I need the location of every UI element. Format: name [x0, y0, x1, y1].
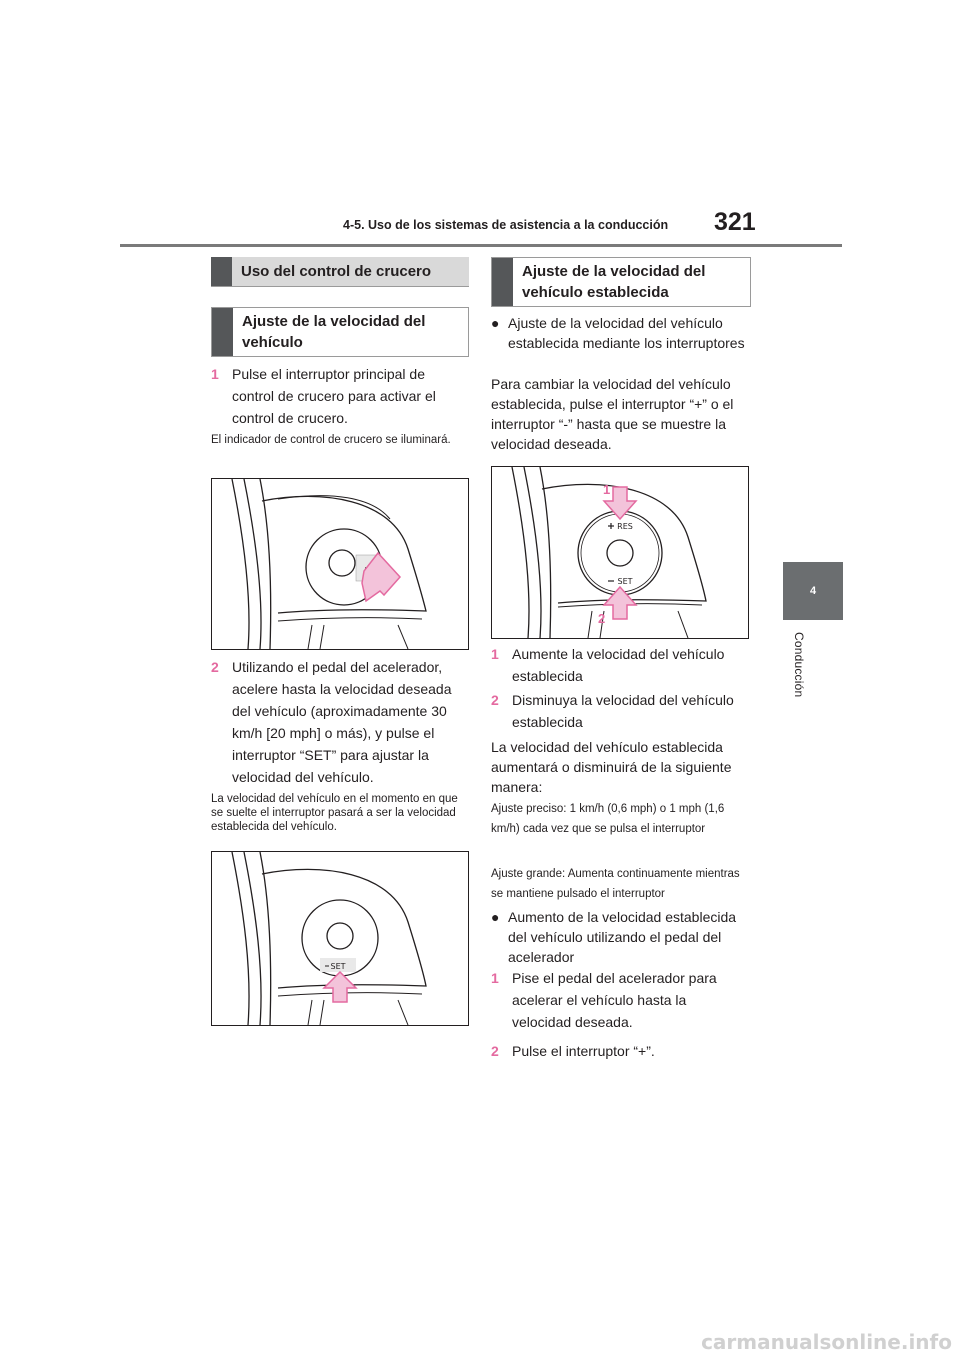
figure-main-switch	[211, 478, 469, 650]
bullet-text: Aumento de la velocidad establecida del vehículo utilizando el pedal del acelerador	[508, 909, 737, 965]
step-text: Utilizando el pedal del acelerador, acelere hasta la velocidad deseada del vehículo (aproximadamente 30 km/h [20 mph] o más), y pulse el interruptor “SET” para ajustar la velocidad del vehículo.	[232, 659, 452, 785]
step-number: 2	[211, 659, 219, 675]
heading-text: Ajuste de la velocidad del vehículo establecida	[522, 263, 706, 301]
set-label: SET	[617, 577, 633, 586]
bullet-dot: ●	[491, 315, 500, 331]
right-bullet-1	[491, 313, 749, 353]
heading-bar	[211, 257, 232, 286]
heading-text: Ajuste de la velocidad del vehículo	[242, 313, 426, 351]
steering-switch-illustration	[212, 479, 468, 649]
step-text: Pulse el interruptor principal de control de crucero para activar el control de crucero.	[232, 366, 436, 426]
figure-set-switch	[211, 851, 469, 1026]
set-label: SET	[330, 962, 346, 971]
page-number: 321	[714, 208, 756, 236]
item-text: Aumente la velocidad del vehículo establecida	[512, 646, 725, 684]
heading-speed-setting	[211, 307, 469, 357]
note-large-adjust: Ajuste grande: Aumenta continuamente mientras se mantiene pulsado el interruptor	[491, 868, 740, 900]
right-step-1	[491, 967, 749, 1033]
right-paragraph-2: La velocidad del vehículo establecida aumentará o disminuirá de la siguiente manera:	[491, 739, 732, 795]
callout-1: 1	[603, 482, 611, 497]
step-number: 1	[211, 366, 219, 382]
right-item-2	[491, 689, 749, 733]
step-text: Pulse el interruptor “+”.	[512, 1043, 655, 1059]
bullet-dot: ●	[491, 909, 500, 925]
bullet-text: Ajuste de la velocidad del vehículo establecida mediante los interruptores	[508, 315, 745, 351]
heading-bar	[492, 258, 513, 306]
right-item-1	[491, 643, 749, 687]
left-note-1: El indicador de control de crucero se iluminará.	[211, 434, 451, 446]
step-text: Pise el pedal del acelerador para acelerar el vehículo hasta la velocidad deseada.	[512, 970, 717, 1030]
item-text: Disminuya la velocidad del vehículo establecida	[512, 692, 734, 730]
figure-res-set-switch	[491, 466, 749, 639]
callout-2: 2	[598, 611, 606, 626]
right-paragraph-1: Para cambiar la velocidad del vehículo establecida, pulse el interruptor “+” o el interruptor “-” hasta que se muestre la velocidad deseada.	[491, 376, 734, 452]
watermark[interactable]: carmanualsonline.info	[701, 1330, 952, 1354]
step-number: 1	[491, 970, 499, 986]
section-title: 4-5. Uso de los sistemas de asistencia a la conducción	[343, 218, 669, 232]
steering-switch-illustration	[212, 852, 468, 1025]
step-number: 2	[491, 1043, 499, 1059]
left-step-2	[211, 656, 469, 788]
left-note-2: La velocidad del vehículo en el momento en que se suelte el interruptor pasará a ser la velocidad establecida del vehículo.	[211, 793, 458, 833]
heading-bar	[212, 308, 233, 356]
steering-switch-illustration	[492, 467, 748, 638]
heading-cruise-control	[211, 257, 469, 287]
left-step-1	[211, 363, 469, 429]
item-number: 1	[491, 646, 499, 662]
heading-text: Uso del control de crucero	[241, 263, 432, 280]
right-bullet-2	[491, 907, 751, 967]
chapter-label: Conducción	[792, 632, 806, 698]
right-step-2	[491, 1040, 749, 1062]
note-fine-adjust: Ajuste preciso: 1 km/h (0,6 mph) o 1 mph (1,6 km/h) cada vez que se pulsa el interruptor	[491, 803, 725, 835]
res-label: RES	[617, 522, 633, 531]
item-number: 2	[491, 692, 499, 708]
header-rule	[120, 244, 842, 247]
heading-set-speed	[491, 257, 751, 307]
chapter-tab[interactable]: 4	[783, 562, 843, 620]
